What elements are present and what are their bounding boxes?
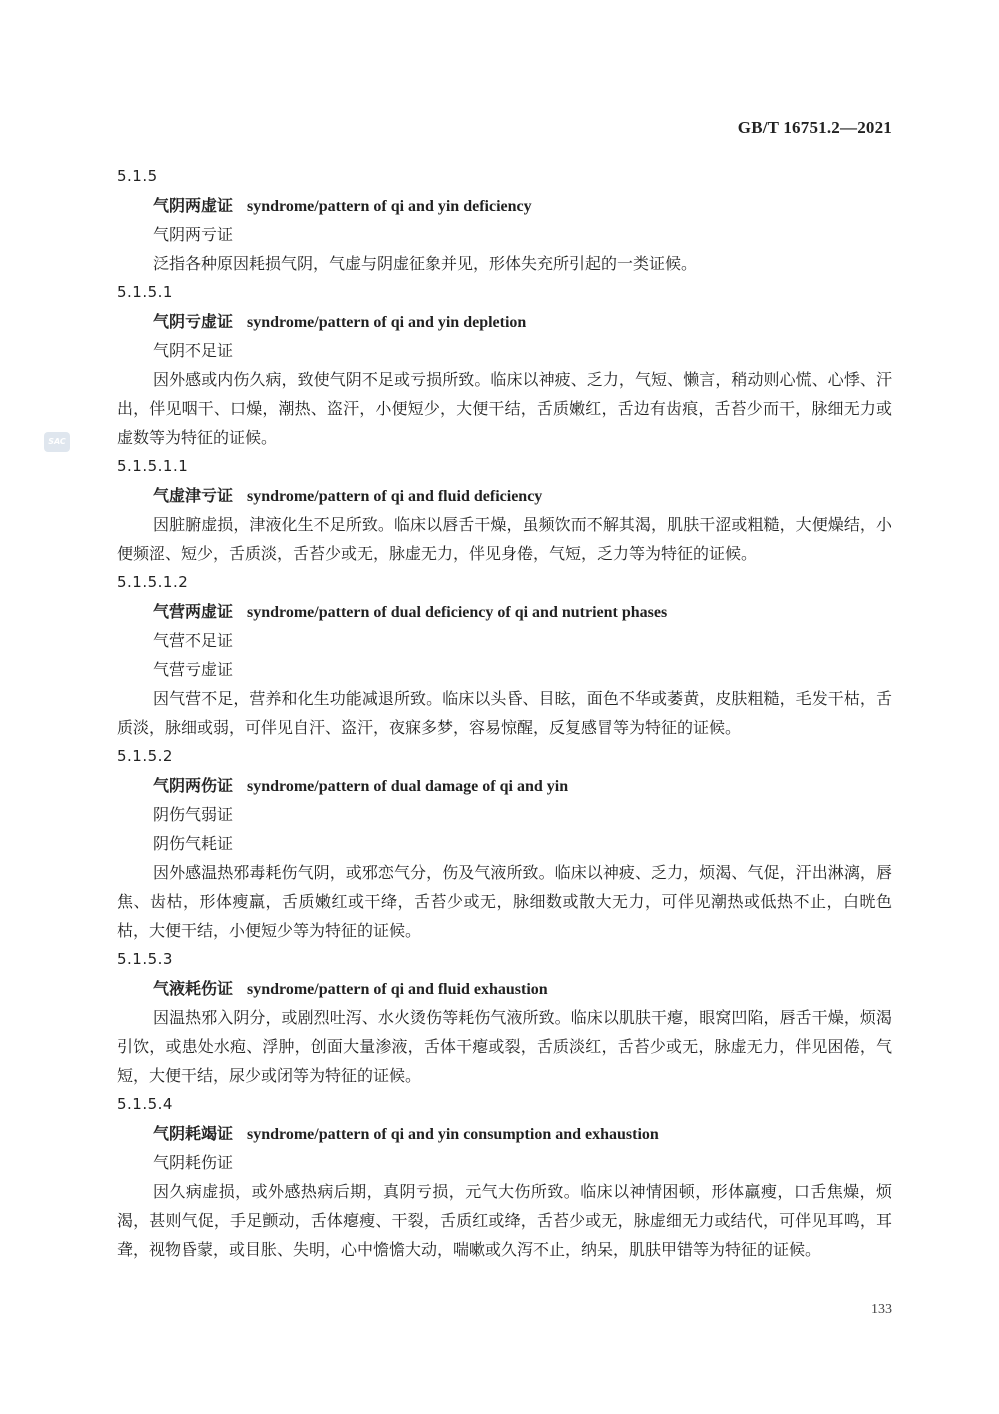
term-english: syndrome/pattern of qi and fluid exhaustion — [247, 981, 548, 998]
term-english: syndrome/pattern of qi and yin deficiency — [247, 198, 532, 215]
term-chinese: 气阴亏虚证 — [153, 312, 234, 331]
definition-paragraph: 因外感温热邪毒耗伤气阴，或邪恋气分，伤及气液所致。临床以神疲、乏力，烦渴、气促，汗出淋漓，唇焦、齿枯，形体瘦羸，舌质嫩红或干绛，舌苔少或无，脉细数或散大无力，可伴见潮热或低热不止，白晄色枯，大便干结，小便短少等为特征的证候。 — [117, 863, 892, 940]
synonym: 阴伤气耗证 — [153, 834, 234, 853]
term-english: syndrome/pattern of qi and yin consumption and exhaustion — [247, 1126, 659, 1143]
synonym: 气阴耗伤证 — [153, 1153, 234, 1172]
term-heading — [117, 974, 892, 1003]
term-heading — [117, 307, 892, 336]
term-heading — [117, 597, 892, 626]
term-english: syndrome/pattern of qi and fluid deficiency — [247, 488, 543, 505]
term-heading — [117, 481, 892, 510]
page-number: 133 — [871, 1302, 892, 1317]
definition-paragraph: 因温热邪入阴分，或剧烈吐泻、水火烫伤等耗伤气液所致。临床以肌肤干瘪，眼窝凹陷，唇舌干燥，烦渴引饮，或患处水疱、浮肿，创面大量渗液，舌体干瘪或裂，舌质淡红，舌苔少或无，脉虚无力，伴见困倦，气短，大便干结，尿少或闭等为特征的证候。 — [117, 1008, 892, 1085]
sac-watermark-logo: SAC — [44, 432, 70, 452]
term-english: syndrome/pattern of dual deficiency of qi and nutrient phases — [247, 604, 668, 621]
section-number: 5.1.5.4 — [117, 1095, 173, 1113]
term-chinese: 气液耗伤证 — [153, 979, 234, 998]
term-english: syndrome/pattern of dual damage of qi and yin — [247, 778, 569, 795]
term-heading — [117, 1119, 892, 1148]
section-number: 5.1.5 — [117, 167, 158, 185]
term-heading — [117, 771, 892, 800]
term-english: syndrome/pattern of qi and yin depletion — [247, 314, 527, 331]
term-chinese: 气阴耗竭证 — [153, 1124, 234, 1143]
synonym: 气营不足证 — [153, 631, 234, 650]
definition-paragraph: 因气营不足，营养和化生功能减退所致。临床以头昏、目眩，面色不华或萎黄，皮肤粗糙，毛发干枯，舌质淡，脉细或弱，可伴见自汗、盗汗，夜寐多梦，容易惊醒，反复感冒等为特征的证候。 — [117, 689, 892, 737]
synonym: 气营亏虚证 — [153, 660, 234, 679]
term-chinese: 气阴两虚证 — [153, 196, 234, 215]
definition-paragraph: 因脏腑虚损，津液化生不足所致。临床以唇舌干燥，虽频饮而不解其渴，肌肤干涩或粗糙，大便燥结，小便频涩、短少，舌质淡，舌苔少或无，脉虚无力，伴见身倦，气短，乏力等为特征的证候。 — [117, 515, 892, 563]
term-chinese: 气营两虚证 — [153, 602, 234, 621]
section-number: 5.1.5.1.2 — [117, 573, 189, 591]
section-number: 5.1.5.2 — [117, 747, 173, 765]
document-body — [117, 162, 892, 1264]
term-chinese: 气阴两伤证 — [153, 776, 234, 795]
definition-paragraph: 因久病虚损，或外感热病后期，真阴亏损，元气大伤所致。临床以神情困顿，形体羸瘦，口舌焦燥，烦渴，甚则气促，手足颤动，舌体瘪瘦、干裂，舌质红或绛，舌苔少或无，脉虚细无力或结代，可伴见耳鸣，耳聋，视物昏蒙，或目胀、失明，心中憺憺大动，喘嗽或久泻不止，纳呆，肌肤甲错等为特征的证候。 — [117, 1182, 892, 1259]
section-number: 5.1.5.3 — [117, 950, 173, 968]
synonym: 气阴两亏证 — [153, 225, 234, 244]
term-heading — [117, 191, 892, 220]
synonym: 阴伤气弱证 — [153, 805, 234, 824]
definition-paragraph: 因外感或内伤久病，致使气阴不足或亏损所致。临床以神疲、乏力，气短、懒言，稍动则心慌、心悸、汗出，伴见咽干、口燥，潮热、盗汗，小便短少，大便干结，舌质嫩红，舌边有齿痕，舌苔少而干，脉细无力或虚数等为特征的证候。 — [117, 370, 892, 447]
standard-code-header: GB/T 16751.2—2021 — [737, 118, 892, 137]
definition-paragraph: 泛指各种原因耗损气阴，气虚与阴虚征象并见，形体失充所引起的一类证候。 — [153, 254, 698, 273]
section-number: 5.1.5.1.1 — [117, 457, 189, 475]
term-chinese: 气虚津亏证 — [153, 486, 234, 505]
section-number: 5.1.5.1 — [117, 283, 173, 301]
synonym: 气阴不足证 — [153, 341, 234, 360]
